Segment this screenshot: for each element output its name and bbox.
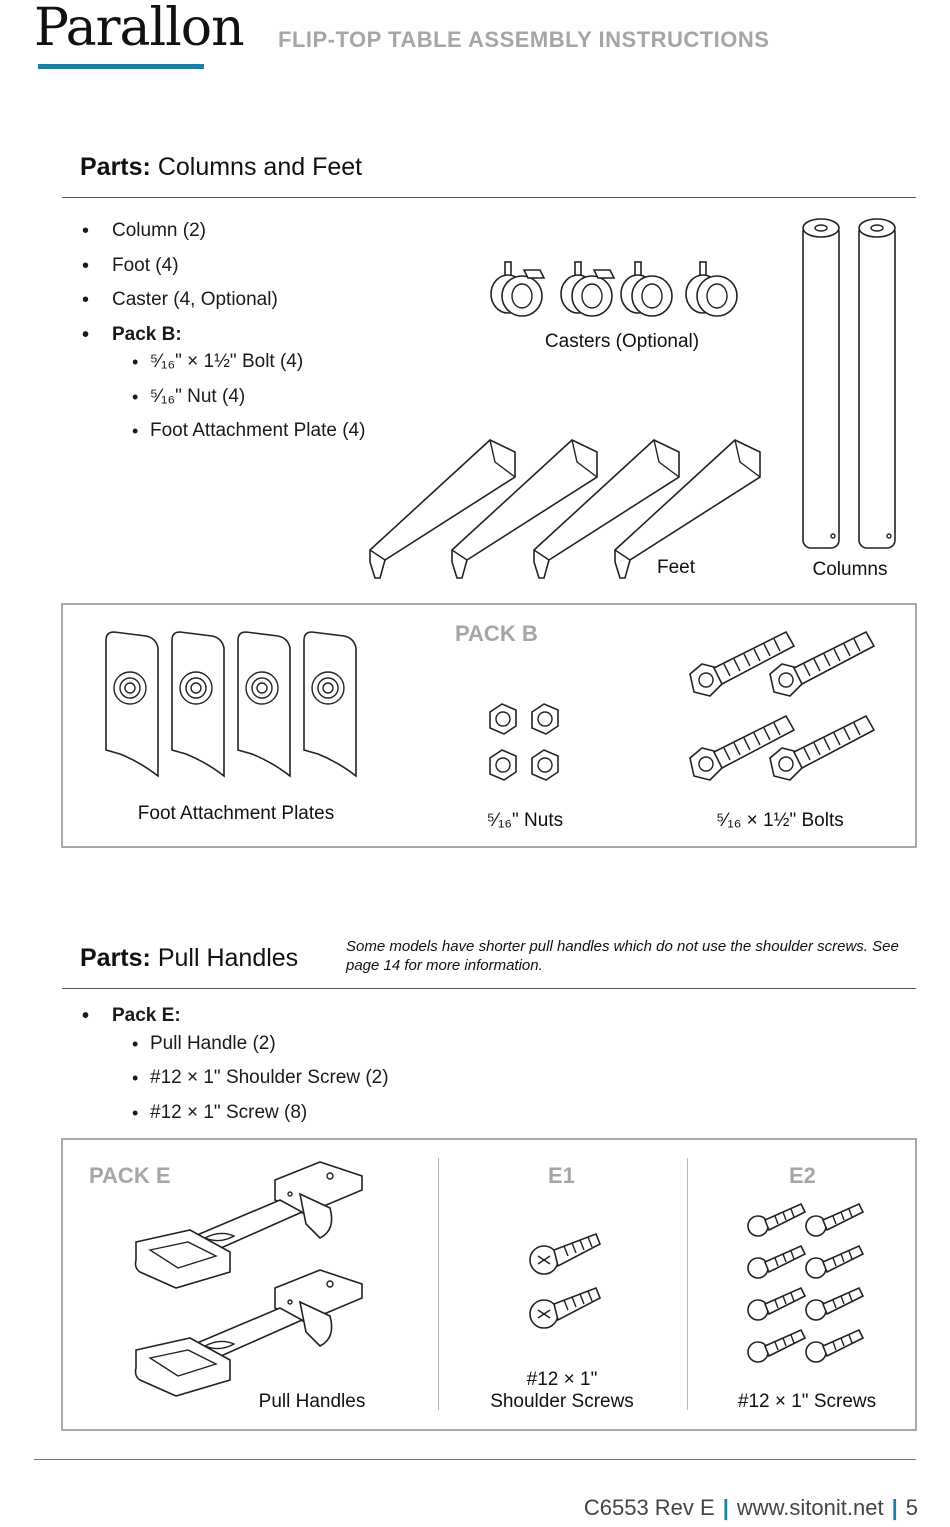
section-title-bold: Parts: [80,153,151,181]
parts-list-pull-handles [82,999,482,1130]
caster-icon [561,262,614,316]
nuts-illustration [482,700,572,790]
brand-underline [38,64,204,69]
footer-separator: | [722,1495,729,1520]
pull-handles-label: Pull Handles [258,1391,366,1412]
foot-attachment-plates-illustration [100,630,365,782]
column-divider [438,1158,439,1410]
section-title-text: Columns and Feet [150,153,363,181]
caster-icon [621,262,672,316]
nut-icon [490,750,516,780]
sub-list-item: • #12 × 1" Screw (8) [132,1096,482,1131]
shoulder-screw-icon [530,1288,600,1328]
shoulder-screw-icon [530,1234,600,1274]
sub-list-item: • Foot Attachment Plate (4) [132,414,442,449]
screws-label: #12 × 1" Screws [737,1391,877,1412]
section-title-columns-feet [80,153,362,182]
pack-e-label: PACK E [89,1163,171,1188]
list-item-pack-e [82,999,482,1130]
list-item: • Column (2) [82,214,442,249]
pack-e-sublist [132,1027,482,1131]
list-item-pack-b [82,318,442,449]
screw-icon [806,1246,863,1278]
footer-divider [34,1459,916,1460]
nut-icon [532,750,558,780]
caster-icon [491,262,544,316]
plate-icon [172,632,224,776]
screw-icon [748,1288,805,1320]
screw-icon [748,1246,805,1278]
casters-illustration [488,258,748,318]
screw-icon [748,1330,805,1362]
pull-handles-illustration [130,1160,370,1385]
shoulder-screws-label-line2: Shoulder Screws [490,1391,634,1412]
pull-handles-note: Some models have shorter pull handles which do not use the shoulder screws. See page 14 for more information. [346,938,899,974]
document-title: FLIP-TOP TABLE ASSEMBLY INSTRUCTIONS [278,27,770,52]
pack-b-label: PACK B [455,621,538,646]
footer [584,1495,918,1521]
section-title-pull-handles [80,944,298,973]
pull-handle-icon [136,1162,363,1288]
page-number: 5 [905,1495,918,1520]
list-item: • Foot (4) [82,249,442,284]
e2-label: E2 [789,1163,816,1188]
screws-illustration [745,1200,875,1380]
sub-list-item: • Pull Handle (2) [132,1027,482,1062]
brand-logo: Parallon [34,0,244,58]
columns-illustration [800,216,902,552]
parts-list-columns-feet [82,214,442,449]
bolts-illustration [684,624,884,794]
section-divider [62,988,916,989]
section-title-text: Pull Handles [150,944,299,972]
pull-handle-icon [136,1270,363,1396]
bolts-label: ⁵⁄₁₆ × 1½" Bolts [716,810,844,831]
screw-icon [748,1204,805,1236]
screw-icon [806,1204,863,1236]
plate-icon [304,632,356,776]
nut-icon [490,704,516,734]
sub-list-item: • ⁵⁄₁₆" Nut (4) [132,380,442,415]
foot-icon [370,440,515,578]
columns-label: Columns [812,559,888,580]
website-link[interactable]: www.sitonit.net [736,1495,884,1520]
nuts-label: ⁵⁄₁₆" Nuts [486,810,564,831]
shoulder-screws-label-line1: #12 × 1" [526,1369,598,1390]
section-title-bold: Parts: [80,944,151,972]
screw-icon [806,1288,863,1320]
sub-list-item: • ⁵⁄₁₆" × 1½" Bolt (4) [132,345,442,380]
nut-icon [532,704,558,734]
plates-label: Foot Attachment Plates [137,803,335,824]
section-divider [62,197,916,198]
pack-e-heading: Pack E: [112,1005,181,1026]
column-icon [803,219,839,548]
feet-label: Feet [656,557,696,578]
column-icon [859,219,895,548]
pack-b-heading: Pack B: [112,323,182,345]
casters-label: Casters (Optional) [544,331,700,352]
screw-icon [806,1330,863,1362]
footer-separator: | [891,1495,898,1520]
shoulder-screws-illustration [528,1232,608,1342]
column-divider [687,1158,688,1410]
doc-code: C6553 Rev E [583,1495,715,1520]
e1-label: E1 [548,1163,575,1188]
sub-list-item: • #12 × 1" Shoulder Screw (2) [132,1061,482,1096]
plate-icon [238,632,290,776]
list-item: • Caster (4, Optional) [82,283,442,318]
caster-icon [686,262,737,316]
plate-icon [106,632,158,776]
